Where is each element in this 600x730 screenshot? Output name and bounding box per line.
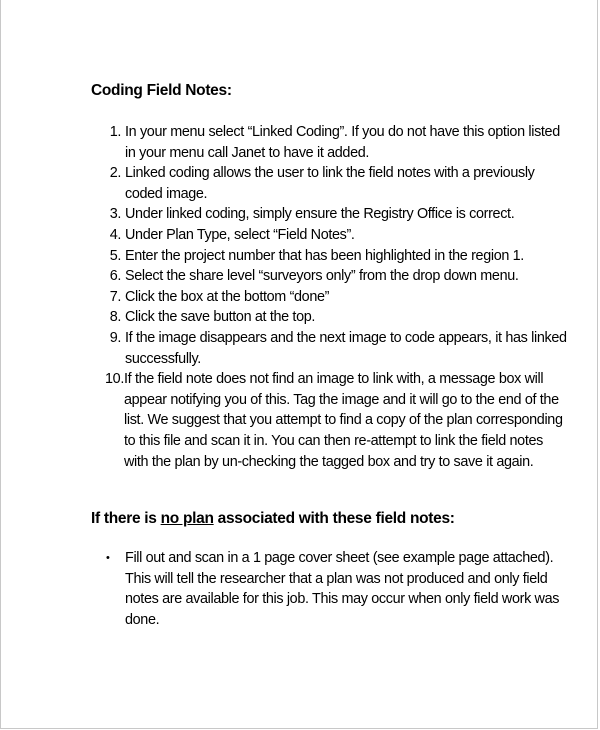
- list-item-number: 7.: [109, 288, 121, 305]
- bullet-item-line: This will tell the researcher that a plan was not produced and only field: [125, 570, 548, 587]
- list-item-text: [125, 122, 560, 163]
- list-item-number: 3.: [109, 206, 121, 223]
- list-item-line: successfully.: [125, 350, 201, 367]
- list-item-text: [125, 287, 329, 308]
- list-item-text: [125, 246, 524, 267]
- list-item-line: in your menu call Janet to have it added.: [125, 144, 370, 161]
- list-item-text: [124, 369, 563, 472]
- heading-text-post: associated with these field notes:: [213, 510, 455, 527]
- section-heading-no-plan: [91, 509, 455, 529]
- list-item-text: [125, 163, 535, 204]
- list-item-line: Enter the project number that has been highlighted in the region 1.: [125, 247, 524, 264]
- list-item-number: 5.: [109, 247, 121, 264]
- list-item-number: 8.: [109, 309, 121, 326]
- list-item-line: to this file and scan it in. You can then re-attempt to link the field notes: [124, 432, 543, 449]
- list-item-number: 10.: [105, 371, 124, 388]
- list-item-line: Under Plan Type, select “Field Notes”.: [125, 227, 355, 243]
- list-item-text: [125, 307, 315, 328]
- bullet-item-line: notes are available for this job. This may occur when only field work was: [125, 591, 560, 608]
- list-item-line: Linked coding allows the user to link the field notes with a previously: [125, 165, 535, 182]
- list-item-text: [125, 204, 514, 225]
- list-item-line: coded image.: [125, 185, 208, 202]
- bullet-item-text: [125, 548, 559, 630]
- bullet-icon: •: [106, 552, 110, 564]
- list-item-line: Click the box at the bottom “done”: [125, 288, 330, 305]
- list-item-line: If the field note does not find an image to link with, a message box will: [124, 371, 544, 388]
- bullet-item-line: Fill out and scan in a 1 page cover sheet (see example page attached).: [125, 550, 554, 566]
- list-item-text: [125, 328, 567, 369]
- list-item-line: Click the save button at the top.: [125, 309, 316, 326]
- section-heading-coding-field-notes: Coding Field Notes:: [91, 82, 232, 99]
- heading-text-pre: If there is: [91, 510, 161, 527]
- list-item-line: Select the share level “surveyors only” from the drop down menu.: [125, 268, 519, 285]
- list-item-line: with the plan by un-checking the tagged box and try to save it again.: [124, 453, 534, 470]
- list-item-line: appear notifying you of this. Tag the image and it will go to the end of the: [124, 391, 559, 408]
- bullet-item-line: done.: [125, 611, 160, 628]
- list-item-line: In your menu select “Linked Coding”. If you do not have this option listed: [125, 124, 560, 140]
- list-item-line: Under linked coding, simply ensure the Registry Office is correct.: [125, 206, 515, 223]
- list-item-number: 6.: [109, 268, 121, 285]
- list-item-line: If the image disappears and the next image to code appears, it has linked: [125, 330, 567, 346]
- list-item-number: 9.: [109, 330, 121, 346]
- list-item-number: 4.: [109, 227, 121, 243]
- list-item-text: [125, 225, 355, 246]
- heading-text-underlined: no plan: [160, 510, 214, 527]
- list-item-text: [125, 266, 519, 287]
- list-item-number: 2.: [109, 165, 121, 182]
- list-item-number: 1.: [109, 124, 121, 140]
- list-item-line: list. We suggest that you attempt to find a copy of the plan corresponding: [124, 412, 563, 429]
